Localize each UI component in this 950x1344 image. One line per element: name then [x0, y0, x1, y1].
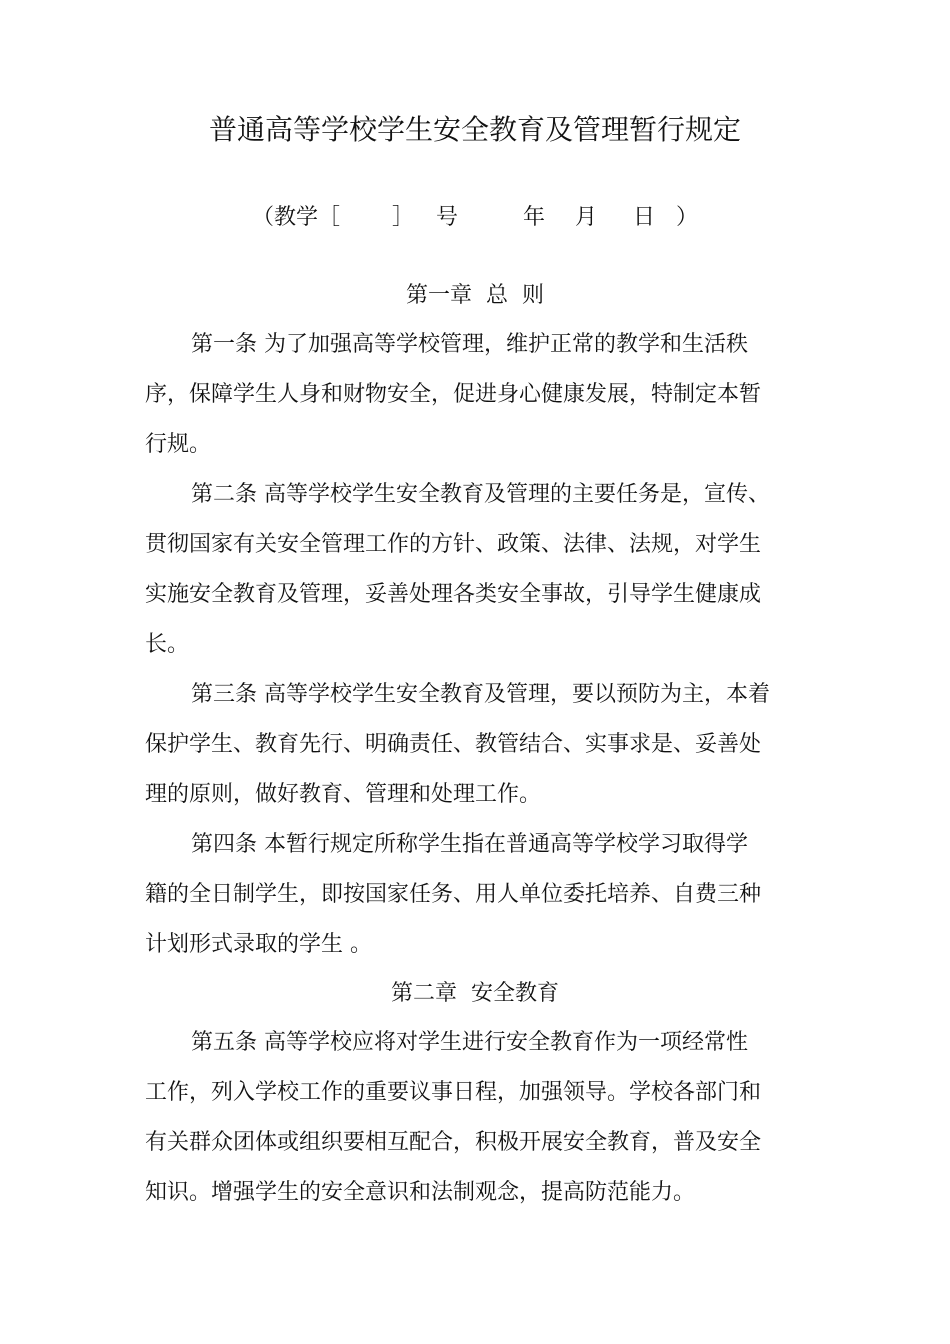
- article-line: 理的原则，做好教育、管理和处理工作。: [145, 782, 542, 807]
- article-line: 计划形式录取的学生 。: [145, 932, 372, 957]
- article-line: 第三条 高等学校学生安全教育及管理，要以预防为主，本着: [191, 682, 770, 707]
- article: [145, 1018, 809, 1218]
- article-line: 籍的全日制学生，即按国家任务、用人单位委托培养、自费三种: [145, 882, 762, 907]
- article-line: 有关群众团体或组织要相互配合，积极开展安全教育，普及安全: [145, 1130, 762, 1155]
- article-line: 第四条 本暂行规定所称学生指在普通高等学校学习取得学: [191, 832, 748, 857]
- doc-date-year: 年: [523, 205, 546, 230]
- chapter-heading: [0, 974, 950, 1014]
- doc-date-day: 日: [633, 205, 656, 230]
- article-line: 序，保障学生人身和财物安全，促进身心健康发展，特制定本暂: [145, 382, 762, 407]
- chapter-number: 第一章: [405, 283, 472, 308]
- article: [145, 320, 809, 470]
- doc-date-month: 月: [575, 205, 598, 230]
- chapter-number: 第二章: [390, 981, 457, 1006]
- article-line: 实施安全教育及管理，妥善处理各类安全事故，引导学生健康成: [145, 582, 762, 607]
- article-line: 第一条 为了加强高等学校管理，维护正常的教学和生活秩: [191, 332, 748, 357]
- article-line: 工作，列入学校工作的重要议事日程，加强领导。学校各部门和: [145, 1080, 762, 1105]
- article-line: 第二条 高等学校学生安全教育及管理的主要任务是，宣传、: [191, 482, 770, 507]
- article: [145, 820, 809, 970]
- article-line: 保护学生、教育先行、明确责任、教管结合、实事求是、妥善处: [145, 732, 762, 757]
- article-line: 知识。增强学生的安全意识和法制观念，提高防范能力。: [145, 1180, 696, 1205]
- doc-number-close: ］: [392, 205, 415, 230]
- article: [145, 470, 809, 670]
- doc-number-end: ）: [676, 205, 699, 230]
- article-line: 贯彻国家有关安全管理工作的方针、政策、法律、法规，对学生: [145, 532, 762, 557]
- chapter-heading: [0, 276, 950, 316]
- chapter-name: 安全教育: [471, 981, 560, 1006]
- article-line: 长。: [145, 632, 190, 657]
- doc-number-open: （教学［: [252, 205, 341, 230]
- doc-number-hao: 号: [436, 205, 459, 230]
- article-line: 第五条 高等学校应将对学生进行安全教育作为一项经常性: [191, 1030, 748, 1055]
- chapter-name: 总 则: [486, 283, 544, 308]
- article-line: 行规。: [145, 432, 212, 457]
- article: [145, 670, 809, 820]
- document-title: 普通高等学校学生安全教育及管理暂行规定: [208, 113, 741, 146]
